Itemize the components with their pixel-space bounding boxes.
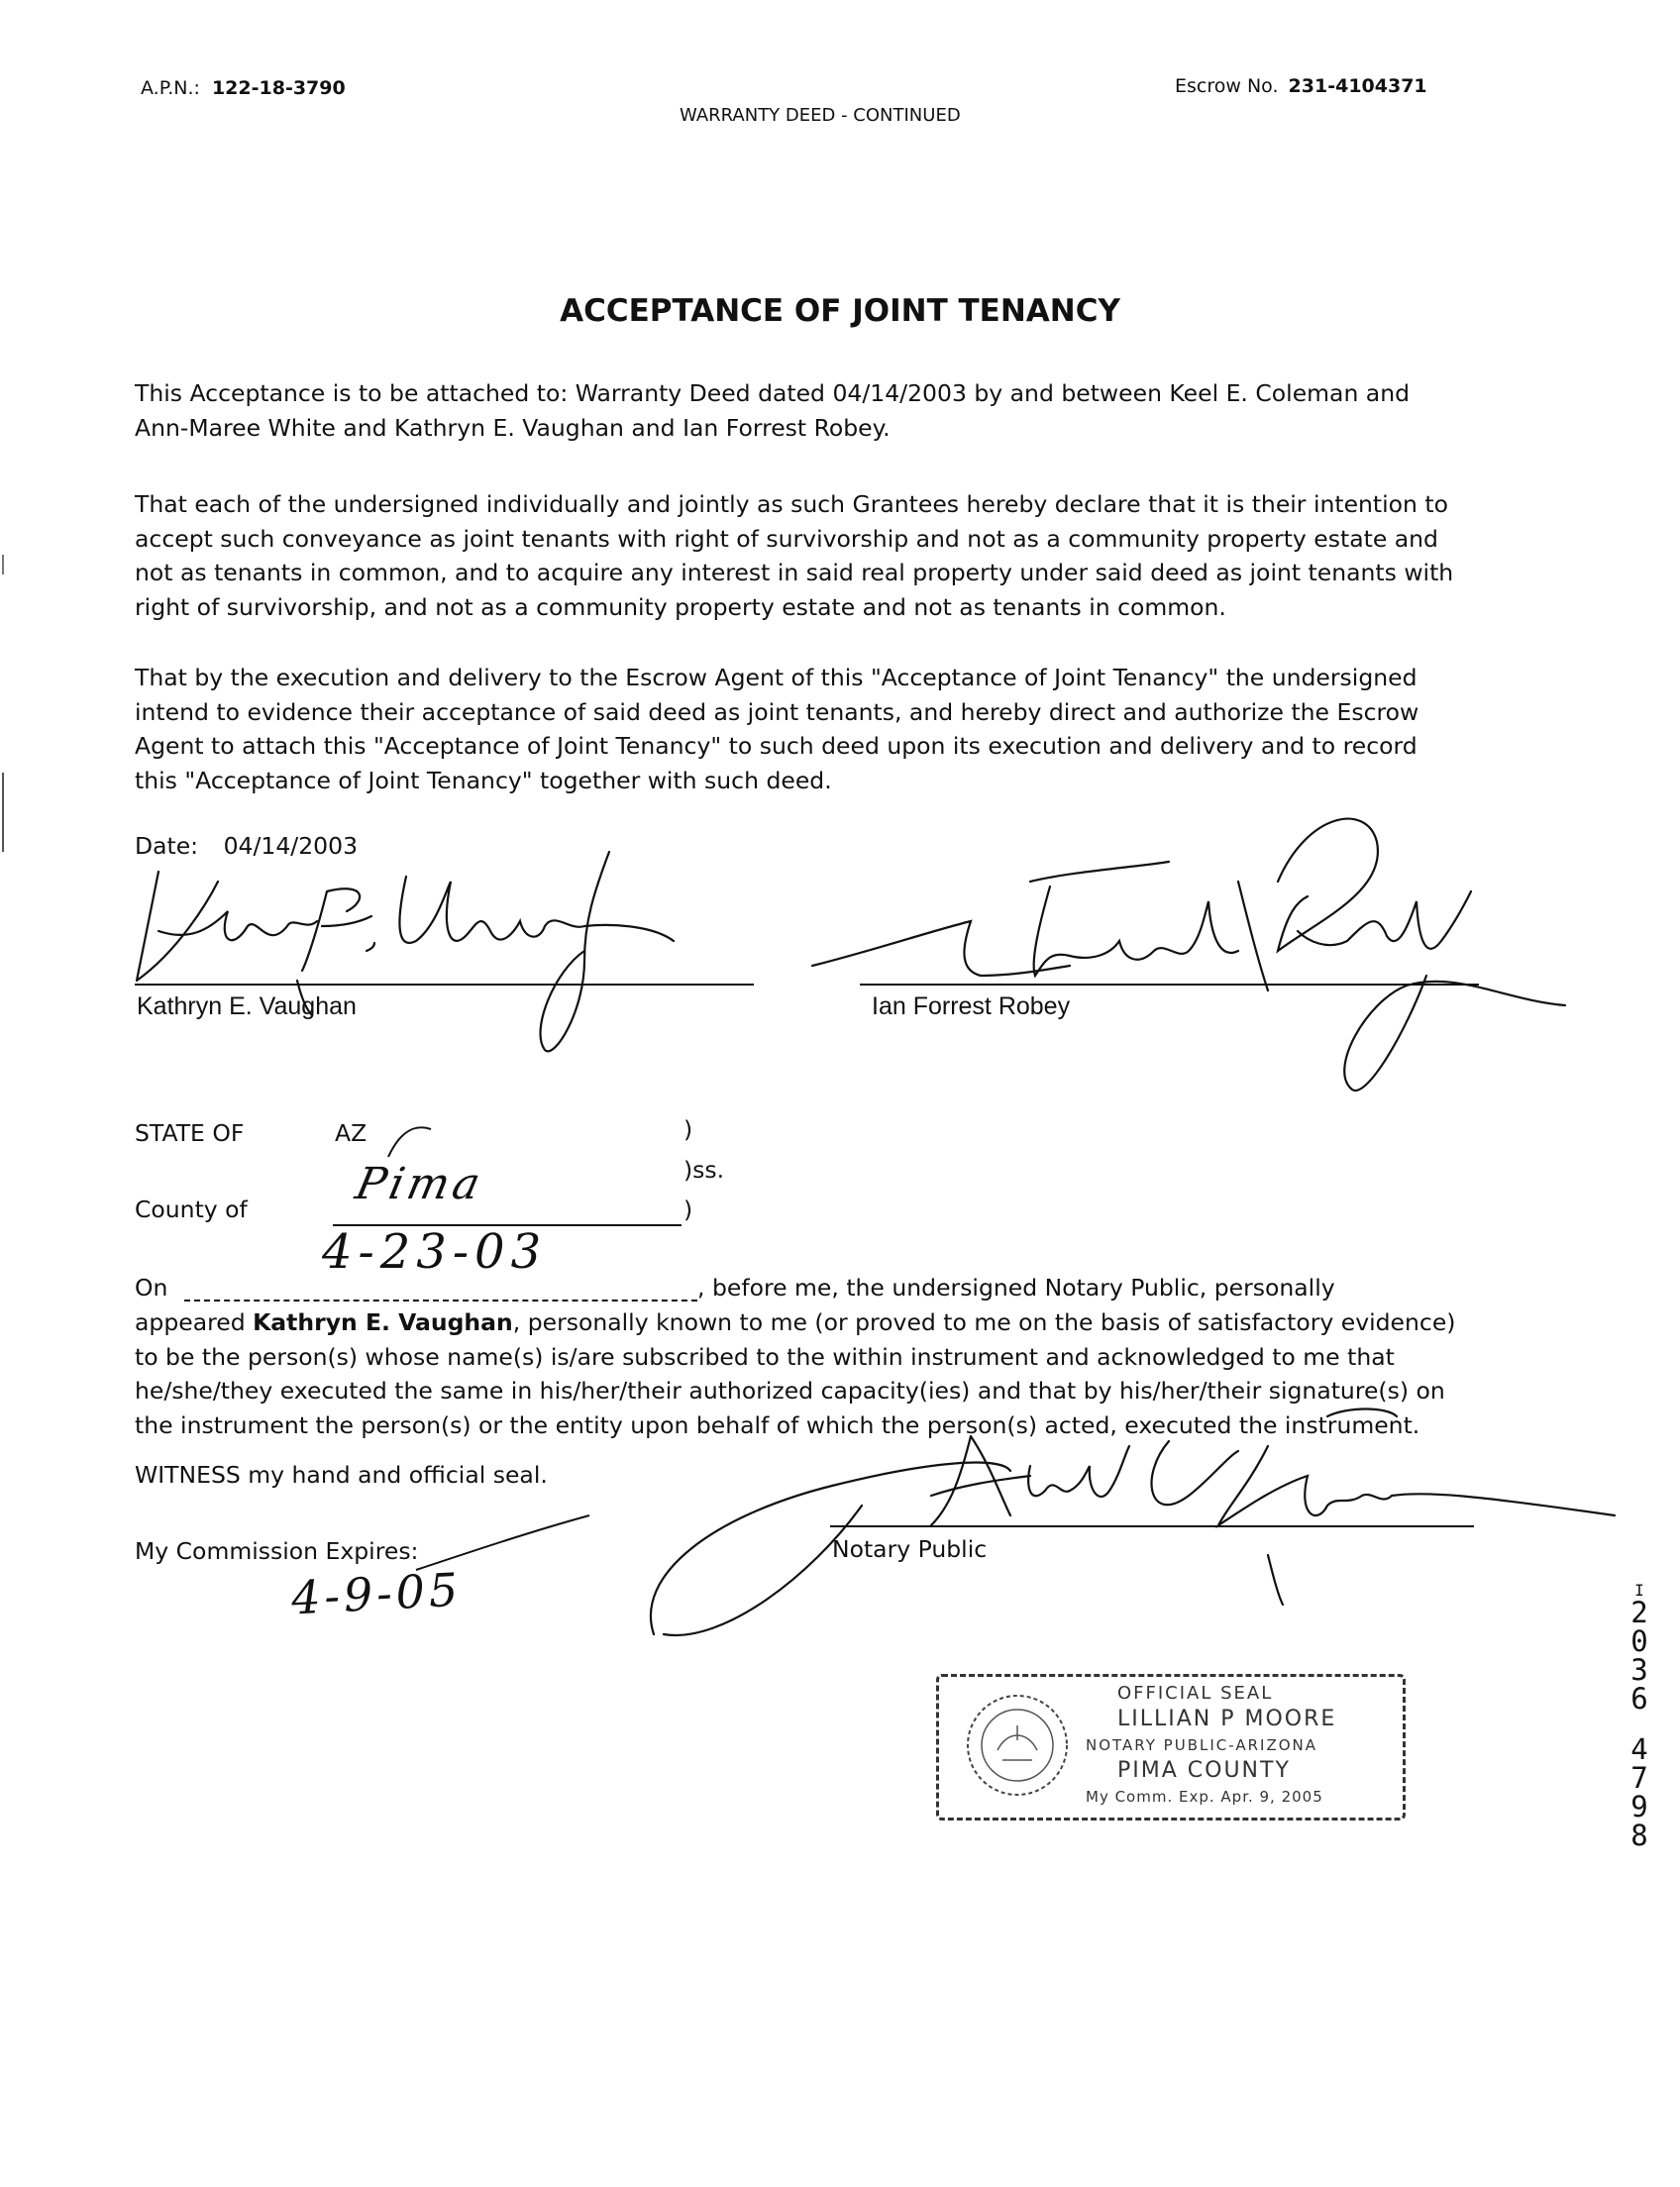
- paragraph-line: not as tenants in common, and to acquire any interest in said real property under said deed as joint tenants with: [135, 559, 1454, 586]
- signer1-name: Kathryn E. Vaughan: [137, 992, 357, 1020]
- continued-label: WARRANTY DEED - CONTINUED: [680, 105, 961, 126]
- paragraph-line: That each of the undersigned individually and jointly as such Grantees hereby declare that it is their intention to: [135, 490, 1449, 518]
- witness-text: WITNESS my hand and official seal.: [135, 1461, 548, 1489]
- notary-signature: [634, 1397, 1625, 1654]
- recording-digit: 4: [1630, 1732, 1648, 1766]
- recording-digit: 2: [1630, 1596, 1648, 1629]
- date-label: Date:: [135, 832, 199, 860]
- official-seal-stamp: [936, 1674, 1406, 1821]
- seal-line-4: PIMA COUNTY: [1117, 1758, 1291, 1783]
- recording-digit: 9: [1630, 1790, 1648, 1823]
- paragraph-line: intend to evidence their acceptance of said deed as joint tenants, and hereby direct and authorize the Escrow: [135, 697, 1419, 726]
- recording-number-mark: I: [1634, 1581, 1644, 1600]
- on-label: On: [135, 1274, 168, 1302]
- commission-line-stroke: [416, 1510, 594, 1580]
- paragraph-authorization: [135, 661, 1522, 797]
- recording-number: [1625, 1583, 1654, 1850]
- commission-label: My Commission Expires:: [135, 1537, 419, 1565]
- seal-line-2: LILLIAN P MOORE: [1117, 1707, 1337, 1731]
- county-value-handwritten: Pima: [351, 1159, 489, 1209]
- recording-digit: 6: [1630, 1682, 1648, 1716]
- seal-line-3: NOTARY PUBLIC-ARIZONA: [1086, 1736, 1318, 1754]
- document-title: ACCEPTANCE OF JOINT TENANCY: [560, 293, 1120, 329]
- seal-line-5: My Comm. Exp. Apr. 9, 2005: [1086, 1788, 1323, 1806]
- commission-date-handwritten: 4-9-05: [289, 1562, 464, 1625]
- paragraph-line: Agent to attach this "Acceptance of Joint Tenancy" to such deed upon its execution and delivery and to record: [135, 732, 1418, 760]
- acknowledgment-line-4: he/she/they executed the same in his/her/their authorized capacity(ies) and that by his/her/their signature(s) on: [135, 1377, 1445, 1405]
- appeared-suffix: , personally known to me (or proved to me on the basis of satisfactory evidence): [512, 1308, 1456, 1336]
- paragraph-line: this "Acceptance of Joint Tenancy" together with such deed.: [135, 766, 832, 794]
- appeared-prefix: appeared: [135, 1308, 254, 1336]
- paragraph-line: right of survivorship, and not as a community property estate and not as tenants in common.: [135, 592, 1226, 621]
- notary-public-label: Notary Public: [832, 1535, 988, 1563]
- venue-paren-1: ): [683, 1115, 693, 1143]
- scan-edge-mark: [2, 773, 4, 852]
- county-label: County of: [135, 1196, 248, 1223]
- paragraph-attachment: [135, 376, 1522, 445]
- apn-label: A.P.N.:: [141, 77, 200, 99]
- county-flourish: [386, 1119, 446, 1159]
- paragraph-line: Ann-Maree White and Kathryn E. Vaughan and Ian Forrest Robey.: [135, 413, 891, 442]
- apn-value: 122-18-3790: [211, 77, 346, 99]
- signature-kathryn-vaughan: [119, 832, 753, 1080]
- paragraph-line: accept such conveyance as joint tenants with right of survivorship and not as a community property estate and: [135, 524, 1438, 553]
- venue-paren-2: ): [683, 1196, 693, 1223]
- acknowledgment-line-1: , before me, the undersigned Notary Public, personally: [697, 1274, 1335, 1302]
- paragraph-declaration: [135, 487, 1522, 624]
- state-label: STATE OF: [135, 1119, 245, 1147]
- scan-edge-mark: [2, 555, 4, 574]
- escrow-number: [1175, 75, 1427, 97]
- paragraph-line: That by the execution and delivery to the Escrow Agent of this "Acceptance of Joint Tenancy" the undersigned: [135, 664, 1418, 691]
- recording-digit: 0: [1630, 1624, 1648, 1658]
- on-date-line: [184, 1300, 697, 1302]
- notary-seal-emblem-icon: [963, 1691, 1072, 1800]
- appeared-name: Kathryn E. Vaughan: [253, 1308, 513, 1336]
- recording-digit: 7: [1630, 1761, 1648, 1795]
- acknowledgment-line-2: [135, 1305, 1522, 1340]
- paragraph-line: This Acceptance is to be attached to: Warranty Deed dated 04/14/2003 by and between Keel E. Coleman and: [135, 379, 1411, 407]
- recording-digit: 3: [1630, 1653, 1648, 1687]
- apn: [141, 77, 346, 99]
- signature-ian-robey: [812, 802, 1565, 1129]
- acknowledgment-line-3: to be the person(s) whose name(s) is/are subscribed to the within instrument and acknowledged to me that: [135, 1342, 1395, 1371]
- signer2-name: Ian Forrest Robey: [872, 992, 1071, 1020]
- date-value: 04/14/2003: [223, 832, 359, 860]
- acknowledgment-line-5: the instrument the person(s) or the entity upon behalf of which the person(s) acted, executed the instrument.: [135, 1410, 1420, 1439]
- on-date-handwritten: 4-23-03: [322, 1224, 548, 1280]
- venue-ss: )ss.: [683, 1156, 725, 1184]
- recording-digit: 8: [1630, 1819, 1648, 1852]
- state-value: AZ: [335, 1119, 368, 1147]
- seal-line-1: OFFICIAL SEAL: [1117, 1683, 1274, 1704]
- escrow-label: Escrow No.: [1175, 75, 1279, 97]
- escrow-value: 231-4104371: [1288, 75, 1427, 97]
